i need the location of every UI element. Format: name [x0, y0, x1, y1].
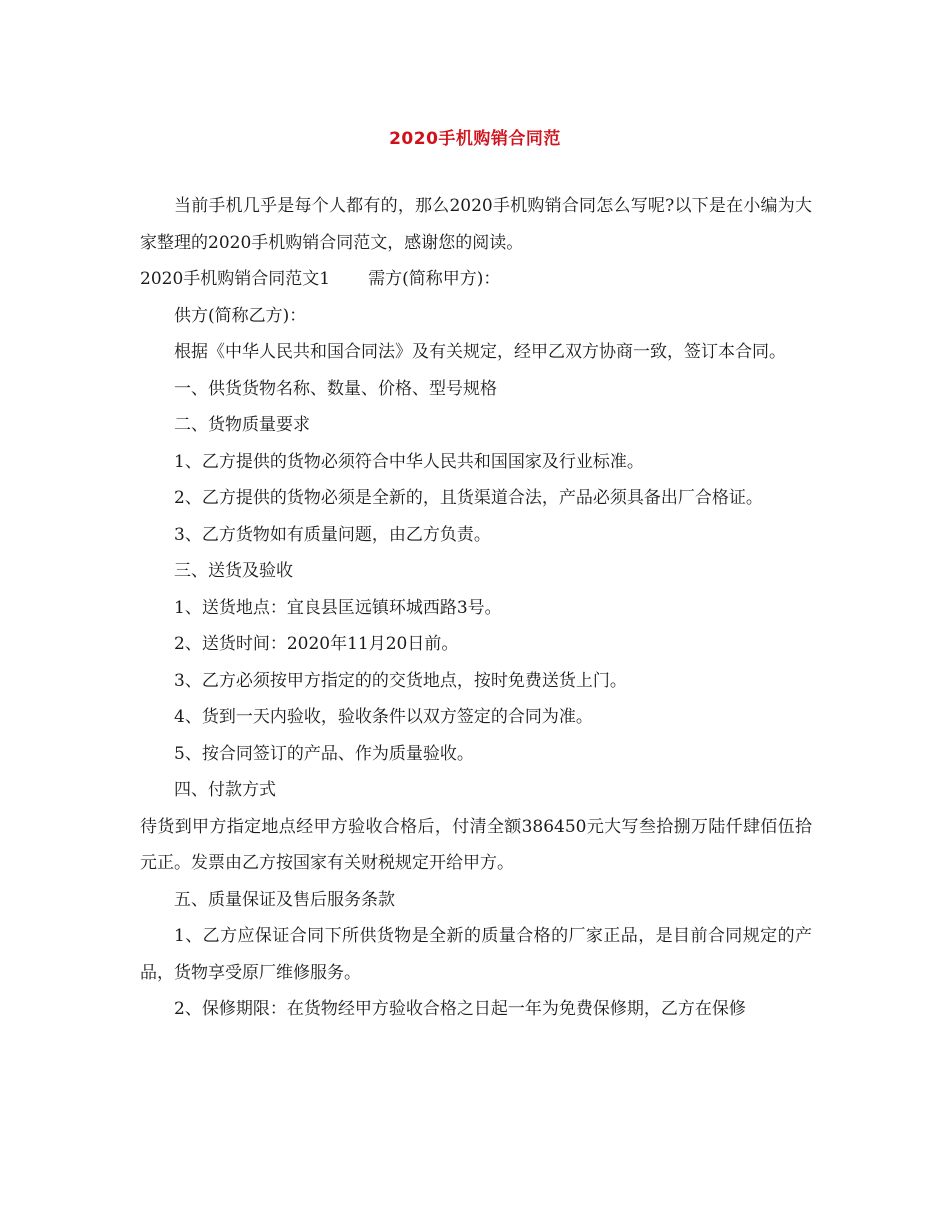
section-heading: 2020手机购销合同范文1	[140, 269, 331, 289]
clause-3-item-1: 1、送货地点：宜良县匡远镇环城西路3号。	[174, 597, 502, 618]
clause-2-title: 二、货物质量要求	[174, 415, 310, 435]
clause-2-item-1: 1、乙方提供的货物必须符合中华人民共和国国家及行业标准。	[174, 451, 644, 472]
buyer-label: 需方(简称甲方)：	[368, 269, 501, 289]
clause-3-item-2: 2、送货时间：2020年11月20日前。	[174, 634, 459, 654]
clause-2-item-3: 3、乙方货物如有质量问题，由乙方负责。	[174, 524, 491, 545]
clause-5-item-1: 1、乙方应保证合同下所供货物是全新的质量合格的厂家正品，是目前合同规定的产品，货物享受原厂维修服务。	[140, 926, 812, 983]
document-body	[140, 188, 812, 1028]
intro-paragraph: 当前手机几乎是每个人都有的，那么2020手机购销合同怎么写呢?以下是在小编为大家整理的2020手机购销合同范文，感谢您的阅读。	[140, 196, 812, 253]
clause-1-title: 一、供货货物名称、数量、价格、型号规格	[174, 378, 497, 399]
basis-paragraph: 根据《中华人民共和国合同法》及有关规定，经甲乙双方协商一致，签订本合同。	[174, 342, 786, 362]
clause-5-title: 五、质量保证及售后服务条款	[174, 889, 395, 910]
document-title: 2020手机购销合同范	[389, 129, 561, 149]
clause-2-item-2: 2、乙方提供的货物必须是全新的，且货渠道合法，产品必须具备出厂合格证。	[174, 488, 763, 508]
section-heading-line	[140, 261, 812, 298]
clause-3-item-4: 4、货到一天内验收，验收条件以双方签定的合同为准。	[174, 707, 593, 727]
clause-3-item-3: 3、乙方必须按甲方指定的的交货地点，按时免费送货上门。	[174, 670, 627, 691]
clause-4-text: 待货到甲方指定地点经甲方验收合格后，付清全额386450元大写叁拾捌万陆仟肆佰伍拾元正。发票由乙方按国家有关财税规定开给甲方。	[140, 816, 812, 873]
clause-3-title: 三、送货及验收	[174, 561, 293, 581]
seller-label: 供方(简称乙方)：	[174, 305, 307, 326]
clause-5-item-2: 2、保修期限：在货物经甲方验收合格之日起一年为免费保修期，乙方在保修	[174, 999, 746, 1019]
clause-3-item-5: 5、按合同签订的产品、作为质量验收。	[174, 743, 474, 764]
clause-4-title: 四、付款方式	[174, 780, 276, 800]
